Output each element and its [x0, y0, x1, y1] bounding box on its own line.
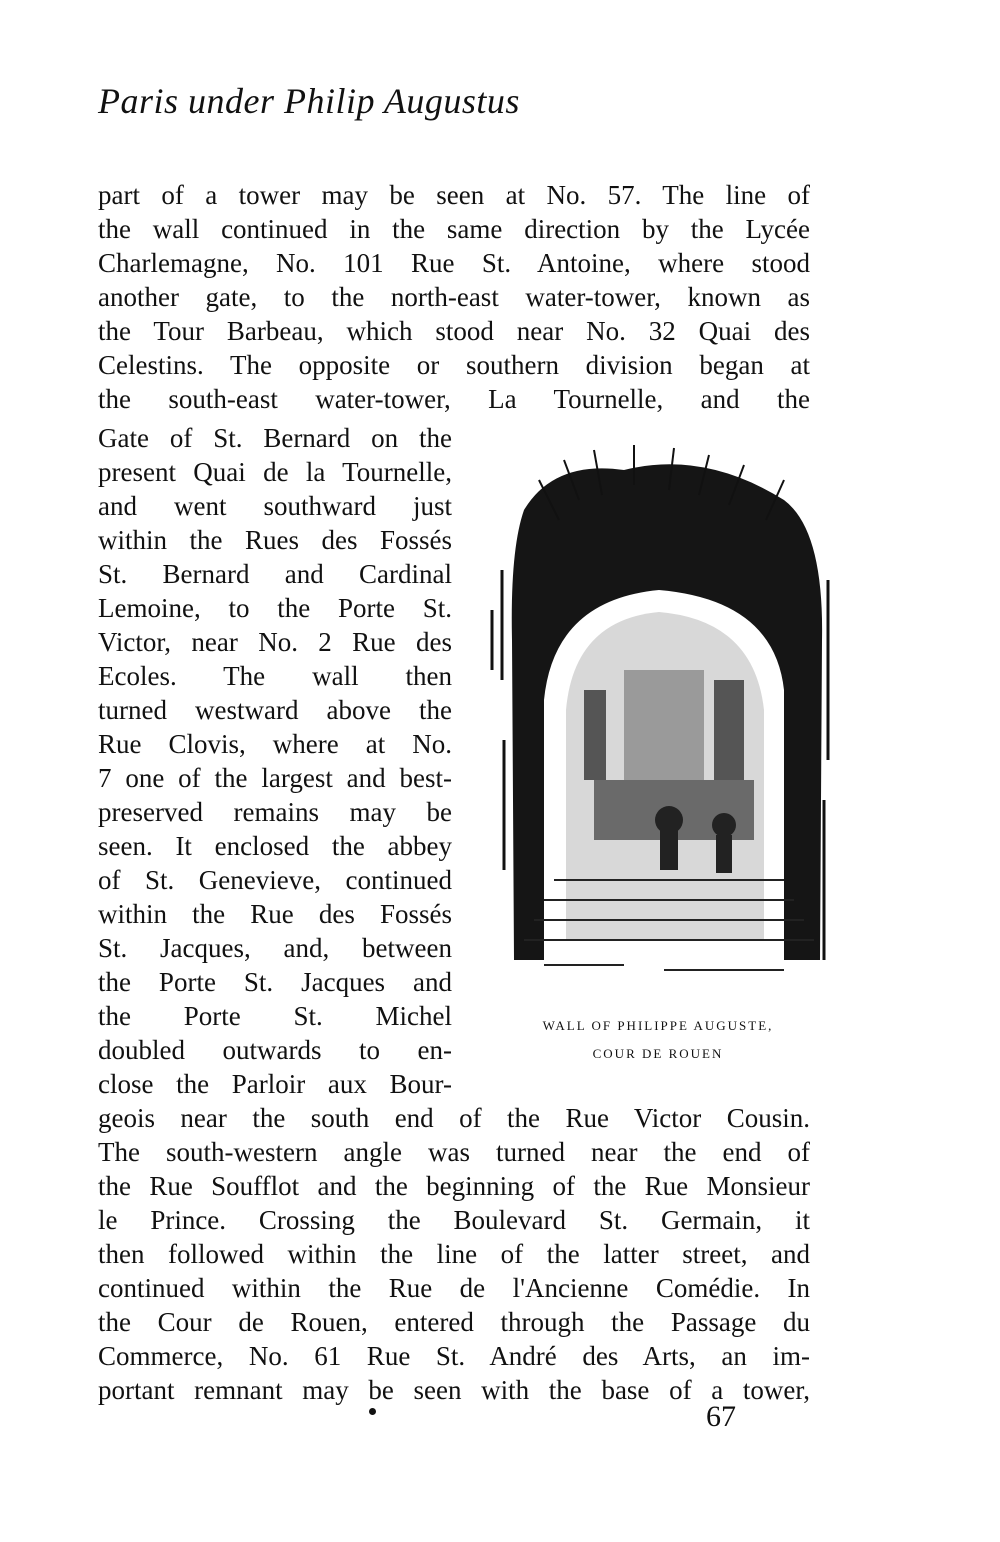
page-number: 67: [706, 1400, 736, 1433]
figure-caption-line-2: COUR DE ROUEN: [592, 1046, 724, 1061]
text-line: close the Parloir aux Bour-: [98, 1069, 452, 1099]
text-line: the Tour Barbeau, which stood near No. 32 Quai des: [98, 316, 810, 346]
text-line: the Rue Soufflot and the beginning of the Rue Monsieur: [98, 1171, 810, 1201]
archway-engraving: [484, 440, 834, 996]
text-line: turned westward above the: [98, 695, 452, 725]
archway-illustration: [484, 440, 834, 996]
text-line: continued within the Rue de l'Ancienne Comédie. In: [98, 1273, 810, 1303]
text-line: portant remnant may be seen with the base of a tower,: [98, 1375, 810, 1405]
text-line: then followed within the line of the latter street, and: [98, 1239, 810, 1269]
text-line: seen. It enclosed the abbey: [98, 831, 452, 861]
text-line: preserved remains may be: [98, 797, 452, 827]
figure-caption-line-1: WALL OF PHILIPPE AUGUSTE,: [542, 1018, 774, 1033]
text-line: Gate of St. Bernard on the: [98, 423, 452, 453]
text-line: Charlemagne, No. 101 Rue St. Antoine, where stood: [98, 248, 810, 278]
text-line: Ecoles. The wall then: [98, 661, 452, 691]
text-line: Lemoine, to the Porte St.: [98, 593, 452, 623]
text-line: of St. Genevieve, continued: [98, 865, 452, 895]
text-line: the wall continued in the same direction by the Lycée: [98, 214, 810, 244]
text-line: the Porte St. Michel: [98, 1001, 452, 1031]
running-head: Paris under Philip Augustus: [98, 81, 520, 121]
text-line: geois near the south end of the Rue Victor Cousin.: [98, 1103, 810, 1133]
printer-mark: [369, 1408, 376, 1415]
text-line: Rue Clovis, where at No.: [98, 729, 452, 759]
text-line: 7 one of the largest and best-: [98, 763, 452, 793]
text-line: Commerce, No. 61 Rue St. André des Arts, an im-: [98, 1341, 810, 1371]
text-line: another gate, to the north-east water-tower, known as: [98, 282, 810, 312]
text-line: Victor, near No. 2 Rue des: [98, 627, 452, 657]
text-line: part of a tower may be seen at No. 57. The line of: [98, 180, 810, 210]
text-line: present Quai de la Tournelle,: [98, 457, 452, 487]
text-line: and went southward just: [98, 491, 452, 521]
text-line: St. Bernard and Cardinal: [98, 559, 452, 589]
text-line: Celestins. The opposite or southern division began at: [98, 350, 810, 380]
text-line: The south-western angle was turned near the end of: [98, 1137, 810, 1167]
text-line: within the Rue des Fossés: [98, 899, 452, 929]
text-line: the south-east water-tower, La Tournelle, and the: [98, 384, 810, 414]
text-line: St. Jacques, and, between: [98, 933, 452, 963]
text-line: the Cour de Rouen, entered through the Passage du: [98, 1307, 810, 1337]
text-line: le Prince. Crossing the Boulevard St. Germain, it: [98, 1205, 810, 1235]
text-line: doubled outwards to en-: [98, 1035, 452, 1065]
text-line: the Porte St. Jacques and: [98, 967, 452, 997]
text-line: within the Rues des Fossés: [98, 525, 452, 555]
